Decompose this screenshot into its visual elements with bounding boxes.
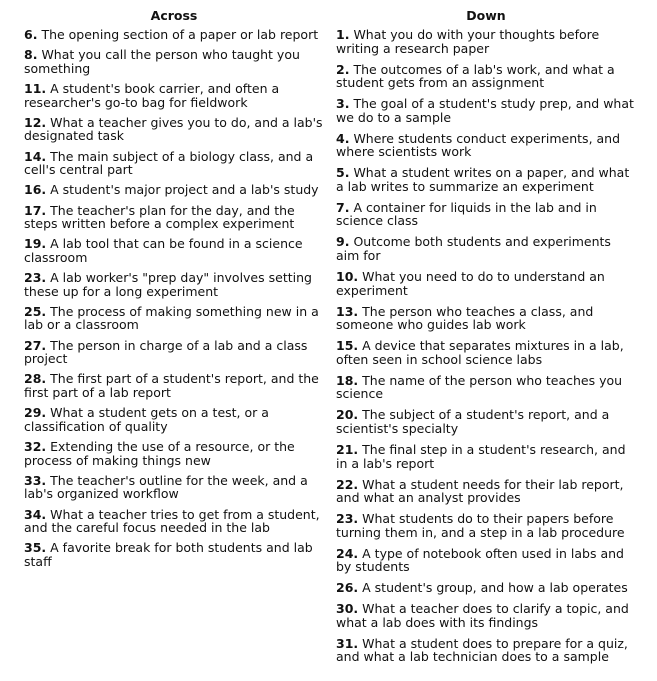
across-clue bbox=[24, 339, 324, 366]
clue-text: The first part of a student's report, and the first part of a lab report bbox=[24, 371, 319, 400]
across-clue-list bbox=[24, 28, 324, 569]
across-clue bbox=[24, 116, 324, 143]
clue-number: 31. bbox=[336, 635, 359, 651]
clue-text: The subject of a student's report, and a scientist's specialty bbox=[336, 407, 610, 436]
clue-number: 19. bbox=[24, 236, 47, 252]
across-clue bbox=[24, 271, 324, 298]
clue-number: 23. bbox=[24, 270, 47, 286]
across-clue bbox=[24, 440, 324, 467]
clue-text: The person who teaches a class, and someone who guides lab work bbox=[336, 303, 594, 333]
down-clue bbox=[336, 235, 636, 262]
clue-number: 2. bbox=[336, 61, 350, 77]
clue-number: 23. bbox=[336, 511, 359, 527]
clue-text: A favorite break for both students and lab staff bbox=[24, 540, 313, 569]
clue-number: 6. bbox=[24, 27, 38, 42]
clue-number: 34. bbox=[24, 506, 47, 522]
down-clue bbox=[336, 478, 636, 505]
clue-number: 30. bbox=[336, 601, 359, 617]
clue-number: 9. bbox=[336, 234, 350, 250]
clue-text: The process of making something new in a lab or a classroom bbox=[24, 303, 319, 333]
clue-number: 32. bbox=[24, 438, 47, 454]
clue-number: 10. bbox=[336, 269, 359, 285]
across-clue bbox=[24, 183, 324, 197]
clue-text: The outcomes of a lab's work, and what a student gets from an assignment bbox=[336, 61, 615, 91]
clue-text: A student's book carrier, and often a researcher's go-to bag for fieldwork bbox=[24, 80, 280, 110]
down-clue bbox=[336, 201, 636, 228]
down-clue bbox=[336, 166, 636, 193]
across-clue bbox=[24, 372, 324, 399]
down-clue bbox=[336, 443, 636, 470]
clue-text: A type of notebook often used in labs and by students bbox=[336, 545, 624, 575]
clue-number: 29. bbox=[24, 405, 47, 421]
clue-number: 4. bbox=[336, 130, 350, 146]
across-clue bbox=[24, 406, 324, 433]
clue-text: Extending the use of a resource, or the process of making things new bbox=[24, 438, 295, 468]
clue-text: What a student does to prepare for a quiz, and what a lab technician does to a sample bbox=[336, 635, 628, 665]
clue-text: Where students conduct experiments, and where scientists work bbox=[336, 130, 621, 160]
clue-text: What students do to their papers before turning them in, and a step in a lab procedure bbox=[336, 511, 625, 540]
down-clue bbox=[336, 637, 636, 664]
clue-number: 11. bbox=[24, 80, 47, 96]
clue-number: 18. bbox=[336, 372, 359, 388]
clue-text: A container for liquids in the lab and in science class bbox=[336, 199, 597, 229]
clue-number: 3. bbox=[336, 96, 350, 112]
clue-number: 7. bbox=[336, 199, 350, 215]
down-clue bbox=[336, 602, 636, 629]
clue-text: The goal of a student's study prep, and what we do to a sample bbox=[336, 96, 634, 125]
clue-text: The name of the person who teaches you science bbox=[336, 372, 623, 402]
clue-number: 15. bbox=[336, 338, 359, 354]
clue-number: 13. bbox=[336, 303, 359, 319]
clue-text: What you call the person who taught you something bbox=[24, 47, 300, 76]
across-clue bbox=[24, 28, 324, 42]
clue-text: The final step in a student's research, and in a lab's report bbox=[336, 441, 626, 471]
down-clue bbox=[336, 512, 636, 539]
clue-text: What a student needs for their lab report, and what an analyst provides bbox=[336, 476, 624, 506]
down-clue-list bbox=[336, 28, 636, 664]
down-clue bbox=[336, 374, 636, 401]
down-clue bbox=[336, 581, 636, 595]
clue-text: A student's major project and a lab's study bbox=[50, 182, 319, 198]
clue-number: 17. bbox=[24, 202, 47, 218]
clue-text: The teacher's outline for the week, and a lab's organized workflow bbox=[24, 472, 308, 502]
clue-number: 22. bbox=[336, 476, 359, 492]
clue-text: What a teacher does to clarify a topic, and what a lab does with its findings bbox=[336, 601, 629, 630]
down-clue bbox=[336, 63, 636, 90]
clue-text: A device that separates mixtures in a lab, often seen in school science labs bbox=[336, 338, 624, 367]
across-clue bbox=[24, 237, 324, 264]
down-clue bbox=[336, 132, 636, 159]
clue-number: 20. bbox=[336, 407, 359, 423]
across-column bbox=[24, 8, 324, 575]
clue-number: 26. bbox=[336, 580, 359, 596]
down-clue bbox=[336, 305, 636, 332]
clue-number: 33. bbox=[24, 472, 47, 488]
down-clue bbox=[336, 97, 636, 124]
across-clue bbox=[24, 150, 324, 177]
clue-text: The teacher's plan for the day, and the steps written before a complex experiment bbox=[24, 202, 295, 232]
clue-text: What a teacher gives you to do, and a lab's designated task bbox=[24, 114, 323, 144]
down-clue bbox=[336, 339, 636, 366]
clue-text: The main subject of a biology class, and a cell's central part bbox=[24, 148, 314, 178]
clue-number: 27. bbox=[24, 337, 47, 353]
down-column bbox=[336, 8, 636, 671]
clue-number: 12. bbox=[24, 114, 47, 130]
down-heading: Down bbox=[466, 8, 506, 23]
clue-text: The opening section of a paper or lab report bbox=[41, 27, 319, 42]
across-clue bbox=[24, 474, 324, 501]
clue-text: Outcome both students and experiments aim for bbox=[336, 234, 611, 264]
clue-text: What a teacher tries to get from a student, and the careful focus needed in the lab bbox=[24, 506, 320, 536]
down-clue bbox=[336, 408, 636, 435]
clue-number: 16. bbox=[24, 182, 47, 198]
clue-text: What a student gets on a test, or a classification of quality bbox=[24, 405, 269, 434]
clue-text: A lab tool that can be found in a science classroom bbox=[24, 236, 303, 265]
across-clue bbox=[24, 48, 324, 75]
across-clue bbox=[24, 541, 324, 568]
clue-number: 24. bbox=[336, 545, 359, 561]
across-clue bbox=[24, 508, 324, 535]
clue-number: 35. bbox=[24, 540, 47, 556]
across-clue bbox=[24, 82, 324, 109]
clue-number: 1. bbox=[336, 27, 350, 42]
clue-text: What you do with your thoughts before writing a research paper bbox=[336, 27, 600, 56]
clue-number: 25. bbox=[24, 303, 47, 319]
clue-text: What you need to do to understand an experiment bbox=[336, 269, 605, 298]
clue-number: 8. bbox=[24, 47, 38, 63]
clue-text: A student's group, and how a lab operates bbox=[362, 580, 628, 596]
clue-number: 28. bbox=[24, 371, 47, 387]
across-clue bbox=[24, 204, 324, 231]
clue-number: 5. bbox=[336, 165, 350, 181]
across-clue bbox=[24, 305, 324, 332]
clue-number: 14. bbox=[24, 148, 47, 164]
across-heading: Across bbox=[150, 8, 198, 23]
down-clue bbox=[336, 270, 636, 297]
clue-text: A lab worker's "prep day" involves setting these up for a long experiment bbox=[24, 270, 312, 299]
down-clue bbox=[336, 547, 636, 574]
clue-text: What a student writes on a paper, and what a lab writes to summarize an experiment bbox=[336, 165, 630, 194]
clue-number: 21. bbox=[336, 441, 359, 457]
clue-text: The person in charge of a lab and a class project bbox=[24, 337, 308, 367]
down-clue bbox=[336, 28, 636, 55]
